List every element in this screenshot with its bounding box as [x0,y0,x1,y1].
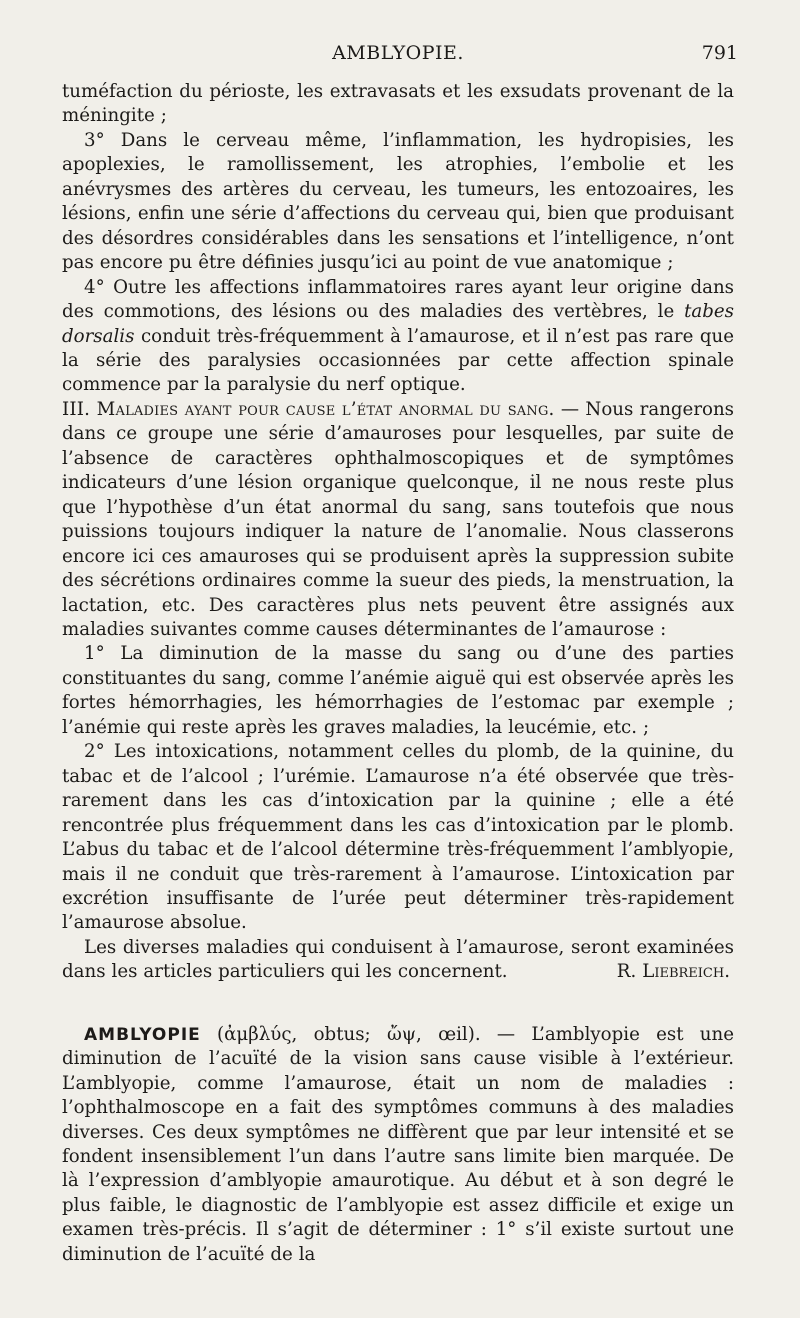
section-heading: III. Maladies ayant pour cause l’état anormal du sang. [62,398,555,420]
paragraph-text: (ἀμβλύς, obtus; ὤψ, œil). — L’amblyopie est une diminution de l’acuïté de la vision sans cause visible à l’extérieur. L’amblyopie, comme l’amaurose, était un nom de maladies : l’ophthalmoscope en a fait des symptômes communs à des maladies diverses. Ces deux symptômes ne diffèrent que par leur intensité et se fondent insensiblement l’un dans l’autre sans limite bien marquée. De là l’expression d’amblyopie amaurotique. Au début et à son degré le plus faible, le diagnostic de l’amblyopie est assez difficile et exige un examen très-précis. Il s’agit de déterminer : 1° s’il existe surtout une diminution de l’acuïté de la [62,1023,734,1265]
paragraph [62,936,734,985]
entry-paragraph [62,1023,734,1268]
section-gap [62,985,734,1023]
running-title: AMBLYOPIE. [332,42,464,64]
paragraph-text: Les diverses maladies qui conduisent à l’amaurose, seront examinées dans les articles particuliers qui les concernent. [62,936,734,983]
page-number: 791 [701,42,738,64]
paragraph: 3° Dans le cerveau même, l’inflammation, les hydropisies, les apoplexies, le ramollissement, les atrophies, l’embolie et les anévrysmes des artères du cerveau, les tumeurs, les entozoaires, les lésions, enfin une série d’affections du cerveau qui, bien que produisant des désordres considérables dans les sensations et l’intelligence, n’ont pas encore pu être définies jusqu’ici au point de vue anatomique ; [62,129,734,274]
emphasis: tabes dorsalis [62,301,734,347]
paragraph-text: conduit très-fréquemment à l’amaurose, et il n’est pas rare que la série des paralysies occasionnées par cette affection spinale commence par la paralysie du nerf optique. [62,325,734,396]
paragraph [62,276,734,398]
author-signature: R. Liebreich. [616,961,730,983]
paragraph: 1° La diminution de la masse du sang ou d’une des parties constituantes du sang, comme l’anémie aiguë qui est observée après les fortes hémorrhagies, les hémorrhagies de l’estomac par exemple ; l’anémie qui reste après les graves maladies, la leucémie, etc. ; [62,643,734,738]
paragraph-text: 4° Outre les affections inflammatoires rares ayant leur origine dans des commotions, des lésions ou des maladies des vertèbres, le [62,276,734,323]
running-header [62,42,738,72]
paragraph: 2° Les intoxications, notamment celles du plomb, de la quinine, du tabac et de l’alcool ; l’urémie. L’amaurose n’a été observée que très-rarement dans les cas d’intoxication par la quinine ; elle a été rencontrée plus fréquemment dans les cas d’intoxication par le plomb. L’abus du tabac et de l’alcool détermine très-fréquemment l’amblyopie, mais il ne conduit que très-rarement à l’amaurose. L’intoxication par excrétion insuffisante de l’urée peut déterminer très-rapidement l’amaurose absolue. [62,741,734,934]
body-text [62,80,734,1267]
paragraph-text: — Nous rangerons dans ce groupe une série d’amauroses pour lesquelles, par suite de l’absence de caractères ophthalmoscopiques et de symptômes indicateurs d’une lésion organique quelconque, il ne nous reste plus que l’hypothèse d’un état anormal du sang, sans toutefois que nous puissions toujours indiquer la nature de l’anomalie. Nous classerons encore ici ces amauroses qui se produisent après la suppression subite des sécrétions ordinaires comme la sueur des pieds, la menstruation, la lactation, etc. Des caractères plus nets peuvent être assignés aux maladies suivantes comme causes déterminantes de l’amaurose : [62,398,735,640]
paragraph: tuméfaction du périoste, les extravasats et les exsudats provenant de la méningite ; [62,81,734,127]
paragraph [62,398,734,643]
entry-heading: AMBLYOPIE [84,1024,201,1045]
